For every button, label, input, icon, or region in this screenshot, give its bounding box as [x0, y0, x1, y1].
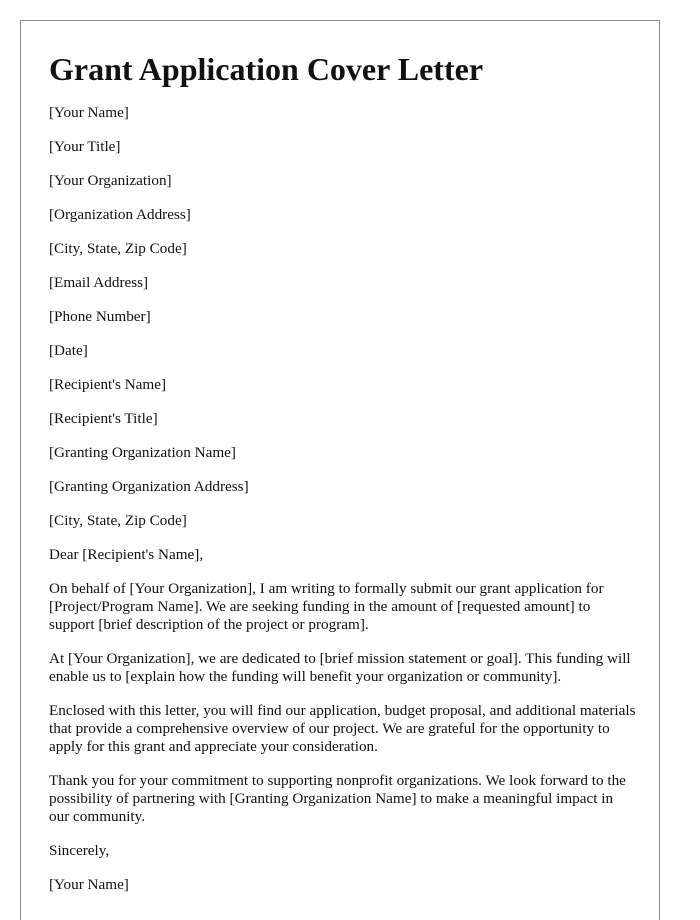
signature-name: [Your Name] [49, 876, 129, 893]
letter-content [49, 49, 637, 910]
recipient-name: [Recipient's Name] [49, 376, 167, 393]
sender-email: [Email Address] [49, 274, 149, 291]
closing: Sincerely, [49, 842, 110, 859]
body-paragraph-3: Enclosed with this letter, you will find our application, budget proposal, and additional materials that provide a comprehensive overview of our project. We are grateful for the opportunity to apply for this grant and appreciate your consideration. [49, 702, 636, 755]
sender-address: [Organization Address] [49, 206, 191, 223]
sender-city-state-zip: [City, State, Zip Code] [49, 240, 187, 257]
salutation: Dear [Recipient's Name], [49, 546, 204, 563]
body-paragraph-1: On behalf of [Your Organization], I am writing to formally submit our grant application for [Project/Program Name]. We are seeking funding in the amount of [requested amount] to support [brief description of the project or program]. [49, 580, 604, 633]
body-paragraph-4: Thank you for your commitment to supporting nonprofit organizations. We look forward to the possibility of partnering with [Granting Organization Name] to make a meaningful impact in our community. [49, 772, 626, 825]
recipient-title: [Recipient's Title] [49, 410, 158, 427]
body-paragraph-2: At [Your Organization], we are dedicated to [brief mission statement or goal]. This funding will enable us to [explain how the funding will benefit your organization or community]. [49, 650, 631, 685]
sender-phone: [Phone Number] [49, 308, 151, 325]
sender-name: [Your Name] [49, 104, 129, 121]
letter-date: [Date] [49, 342, 88, 359]
letter-title: Grant Application Cover Letter [49, 51, 484, 87]
sender-organization: [Your Organization] [49, 172, 172, 189]
letter-page [20, 20, 660, 920]
recipient-city-state-zip: [City, State, Zip Code] [49, 512, 187, 529]
recipient-address: [Granting Organization Address] [49, 478, 249, 495]
recipient-organization: [Granting Organization Name] [49, 444, 236, 461]
sender-title: [Your Title] [49, 138, 121, 155]
